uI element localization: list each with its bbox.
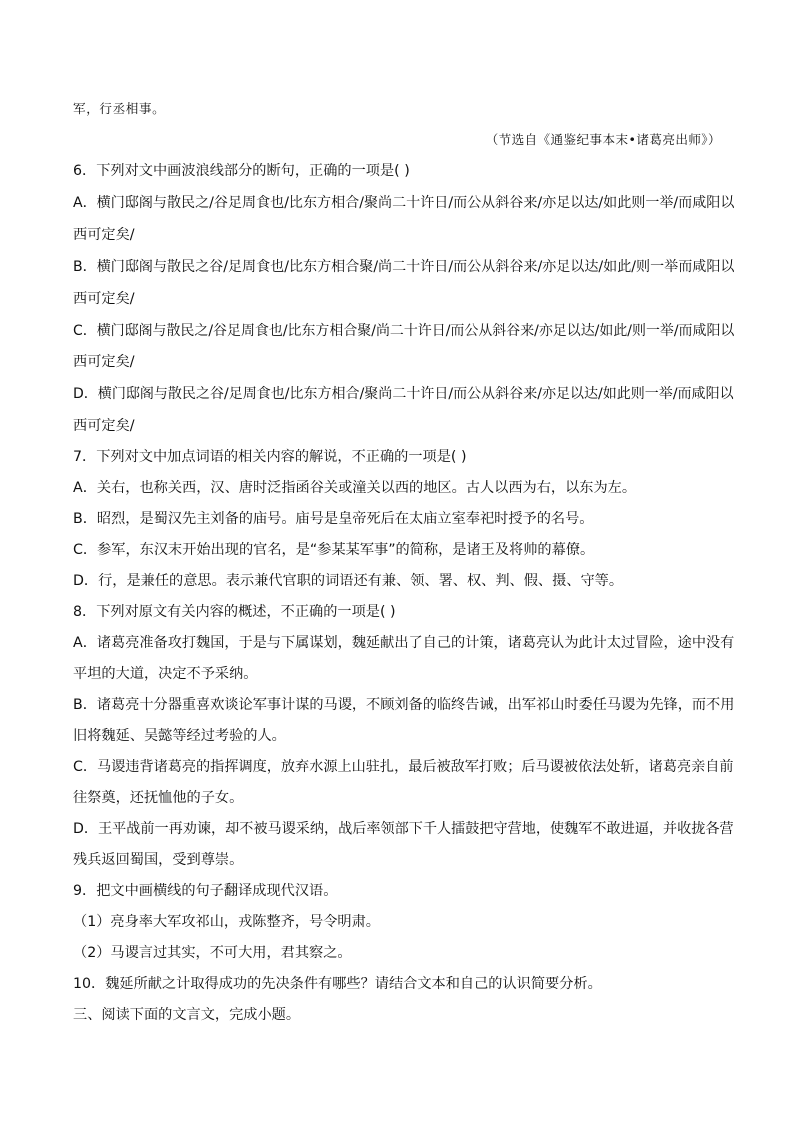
question-8-stem: 8．下列对原文有关内容的概述，不正确的一项是( ) [73, 604, 396, 620]
question-8-option-b-cont: 旧将魏延、吴懿等经过考验的人。 [73, 728, 286, 744]
question-8-option-d: D．王平战前一再劝谏，却不被马谡采纳，战后率领部下千人擂鼓把守营地，使魏军不敢进逼，并收拢各营 [73, 821, 734, 837]
question-7-option-b: B．昭烈，是蜀汉先主刘备的庙号。庙号是皇帝死后在太庙立室奉祀时授予的名号。 [73, 511, 594, 527]
question-6-option-a: A．横门邸阁与散民之/谷足周食也/比东方相合/聚尚二十许日/而公从斜谷来/亦足以达/如此则一举/而咸阳以 [73, 195, 735, 211]
question-8-option-a-cont: 平坦的大道，决定不予采纳。 [73, 666, 258, 682]
question-6-option-b-cont: 西可定矣/ [73, 291, 135, 307]
question-6-option-a-cont: 西可定矣/ [73, 227, 135, 243]
question-7-option-c: C．参军，东汉末开始出现的官名，是“参某某军事”的简称，是诸王及将帅的幕僚。 [73, 542, 595, 558]
question-7-option-d: D．行，是兼任的意思。表示兼代官职的词语还有兼、领、署、权、判、假、摄、守等。 [73, 573, 624, 589]
question-8-option-c: C．马谡违背诸葛亮的指挥调度，放弃水源上山驻扎，最后被敌军打败；后马谡被依法处斩，诸葛亮亲自前 [73, 759, 734, 775]
question-6-option-d-cont: 西可定矣/ [73, 418, 135, 434]
question-8-option-a: A．诸葛亮准备攻打魏国，于是与下属谋划，魏延献出了自己的计策，诸葛亮认为此计太过冒险，途中没有 [73, 635, 735, 651]
section-3-heading: 三、阅读下面的文言文，完成小题。 [73, 1007, 301, 1023]
question-6-option-c: C．横门邸阁与散民之/谷足周食也/比东方相合聚/尚二十许日/而公从斜谷来/亦足以达/如此/则一举/而咸阳以 [73, 323, 735, 339]
question-9-stem: 9．把文中画横线的句子翻译成现代汉语。 [73, 883, 338, 899]
question-6-option-b: B．横门邸阁与散民之谷/足周食也/比东方相合聚/尚二十许日/而公从斜谷来/亦足以达/如此/则一举而咸阳以 [73, 259, 735, 275]
question-7-option-a: A．关右，也称关西，汉、唐时泛指函谷关或潼关以西的地区。古人以西为右，以东为左。 [73, 480, 637, 496]
question-9-item-1: （1）亮身率大军攻祁山，戎陈整齐，号令明肃。 [73, 914, 380, 930]
source-citation: （节选自《通鉴纪事本末•诸葛亮出师》） [485, 132, 721, 147]
question-8-option-d-cont: 残兵返回蜀国，受到尊崇。 [73, 852, 244, 868]
question-6-stem: 6．下列对文中画波浪线部分的断句，正确的一项是( ) [73, 163, 410, 179]
question-9-item-2: （2）马谡言过其实，不可大用，君其察之。 [73, 945, 352, 961]
question-8-option-b: B．诸葛亮十分器重喜欢谈论军事计谋的马谡，不顾刘备的临终告诫，出军祁山时委任马谡为先锋，而不用 [73, 697, 735, 713]
text-line: 军，行丞相事。 [73, 101, 166, 116]
question-6-option-d: D．横门邸阁与散民之谷/足周食也/比东方相合/聚尚二十许日/而公从斜谷来/亦足以达/如此则一举/而咸阳以 [73, 386, 734, 402]
question-7-stem: 7．下列对文中加点词语的相关内容的解说，不正确的一项是( ) [73, 449, 467, 465]
question-6-option-c-cont: 西可定矣/ [73, 354, 135, 370]
question-10-stem: 10．魏延所献之计取得成功的先决条件有哪些？请结合文本和自己的认识简要分析。 [73, 976, 602, 992]
question-8-option-c-cont: 往祭奠，还抚恤他的子女。 [73, 790, 244, 806]
